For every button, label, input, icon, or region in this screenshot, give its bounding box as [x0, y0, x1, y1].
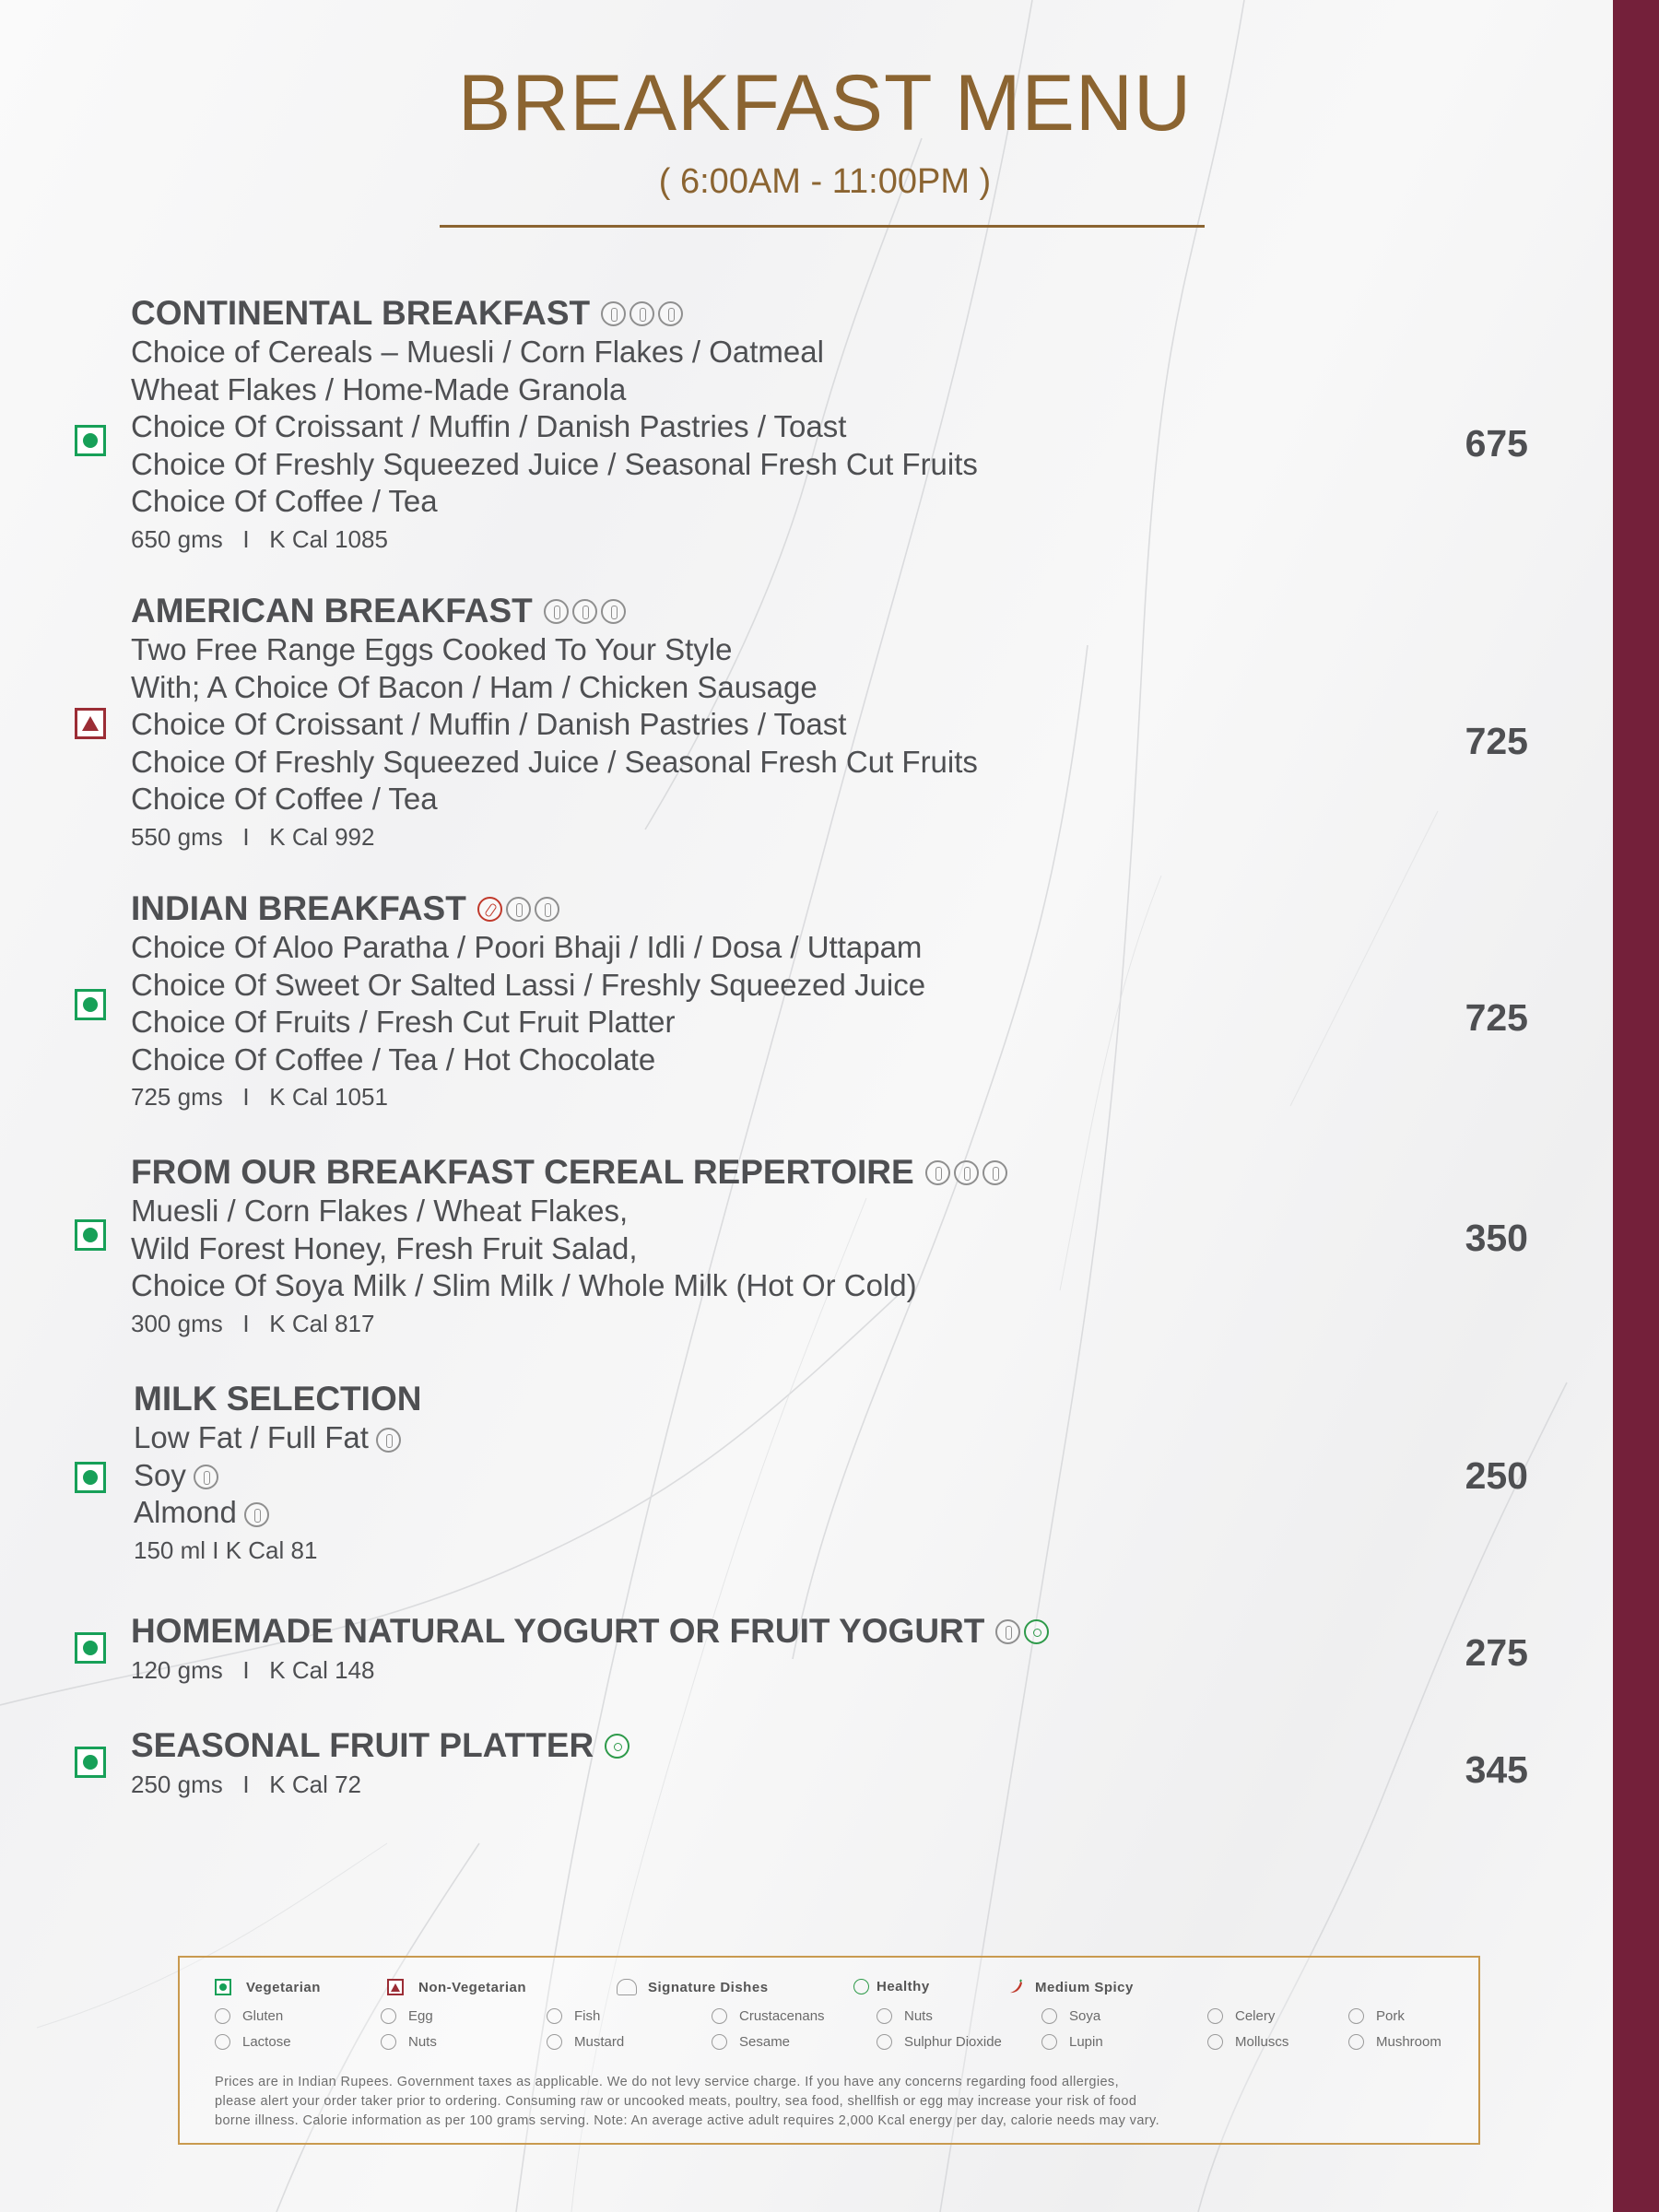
nuts-icon	[244, 1502, 269, 1527]
description-text: Choice Of Fruits / Fresh Cut Fruit Platter	[131, 1005, 676, 1039]
celery-icon	[1207, 2008, 1223, 2024]
side-color-band	[1613, 0, 1659, 2212]
allergen-icons	[601, 301, 683, 326]
veg-symbol-icon	[75, 1747, 106, 1778]
legend-signature: Signature Dishes	[617, 1979, 769, 1995]
description-text: With; A Choice Of Bacon / Ham / Chicken Sausage	[131, 669, 818, 704]
legend-crustaceans: Crustacenans	[712, 2008, 825, 2024]
lactose-icon	[376, 1428, 401, 1453]
healthy-icon	[853, 1979, 869, 1994]
legend-non-vegetarian: Non-Vegetarian	[387, 1979, 526, 1995]
menu-item	[131, 1725, 1513, 1803]
menu-item-description	[131, 706, 1513, 744]
veg-symbol-icon	[75, 425, 106, 456]
menu-item-price: 345	[1465, 1748, 1528, 1791]
legend-fish: Fish	[547, 2008, 600, 2024]
description-text: Wheat Flakes / Home-Made Granola	[131, 371, 627, 406]
lactose-icon	[982, 1160, 1007, 1185]
legend-egg: Egg	[381, 2008, 433, 2024]
menu-item-description	[131, 669, 1513, 707]
legend-nuts-2: Nuts	[381, 2034, 437, 2050]
page-title: BREAKFAST MENU	[457, 59, 1193, 147]
menu-item-description	[131, 483, 1513, 521]
sesame-icon	[712, 2034, 727, 2050]
spicy-icon	[477, 897, 502, 922]
lactose-icon	[215, 2034, 230, 2050]
legend-gluten: Gluten	[215, 2008, 283, 2024]
veg-symbol-icon	[75, 1462, 106, 1493]
menu-item	[131, 888, 1513, 1115]
mustard-icon	[547, 2034, 562, 2050]
menu-item-name	[131, 1725, 1513, 1766]
legend-mushroom: Mushroom	[1348, 2034, 1441, 2050]
menu-item-title: INDIAN BREAKFAST	[131, 889, 466, 927]
legend-diet-row	[180, 1979, 1478, 2001]
legend-sesame: Sesame	[712, 2034, 790, 2050]
menu-item-description	[134, 1419, 1516, 1457]
chef-hat-icon	[617, 1979, 637, 1995]
lupin-icon	[1041, 2034, 1057, 2050]
description-text: Choice Of Croissant / Muffin / Danish Pastries / Toast	[131, 707, 847, 741]
menu-item-price: 725	[1465, 996, 1528, 1039]
description-text: Choice Of Coffee / Tea	[131, 782, 438, 816]
menu-item-description	[131, 1193, 1513, 1230]
menu-item-description	[131, 446, 1513, 484]
menu-item-description	[131, 781, 1513, 818]
legend-allergen-row-1	[180, 2008, 1478, 2030]
legend-lupin: Lupin	[1041, 2034, 1103, 2050]
menu-item-description	[131, 744, 1513, 782]
menu-item-title: FROM OUR BREAKFAST CEREAL REPERTOIRE	[131, 1153, 914, 1191]
veg-symbol-icon	[75, 1219, 106, 1251]
gluten-icon	[544, 599, 569, 624]
description-text: Low Fat / Full Fat	[134, 1420, 369, 1454]
menu-item-description	[131, 1004, 1513, 1041]
menu-item-description	[131, 1041, 1513, 1079]
menu-item-name	[134, 1379, 1516, 1419]
title-divider	[440, 225, 1205, 228]
gluten-icon	[506, 897, 531, 922]
description-text: Almond	[134, 1495, 237, 1529]
nuts-icon	[381, 2034, 396, 2050]
gluten-icon	[601, 301, 626, 326]
menu-item-name	[131, 1611, 1513, 1652]
menu-item-description	[131, 631, 1513, 669]
legend-lactose: Lactose	[215, 2034, 291, 2050]
menu-item-price: 350	[1465, 1217, 1528, 1259]
soya-icon	[194, 1465, 218, 1489]
non-veg-symbol-icon	[387, 1979, 404, 1995]
chili-icon	[1007, 1979, 1024, 1995]
lactose-icon	[658, 301, 683, 326]
menu-item-price: 725	[1465, 720, 1528, 762]
description-text: Muesli / Corn Flakes / Wheat Flakes,	[131, 1194, 629, 1228]
crustacean-icon	[712, 2008, 727, 2024]
description-text: Choice Of Croissant / Muffin / Danish Pastries / Toast	[131, 409, 847, 443]
menu-item	[134, 1379, 1516, 1569]
veg-symbol-icon	[75, 989, 106, 1020]
nuts-icon	[954, 1160, 979, 1185]
menu-item-description	[131, 334, 1513, 371]
menu-item-weight-calories: 120 gms I K Cal 148	[131, 1656, 375, 1684]
menu-item-title: SEASONAL FRUIT PLATTER	[131, 1726, 594, 1764]
molluscs-icon	[1207, 2034, 1223, 2050]
description-text: Two Free Range Eggs Cooked To Your Style	[131, 632, 733, 666]
menu-item-name	[131, 888, 1513, 929]
description-text: Choice Of Freshly Squeezed Juice / Seasonal Fresh Cut Fruits	[131, 744, 978, 779]
menu-item-title: MILK SELECTION	[134, 1380, 422, 1418]
menu-item-name	[131, 591, 1513, 631]
allergen-icons	[995, 1619, 1049, 1644]
menu-item-title: HOMEMADE NATURAL YOGURT OR FRUIT YOGURT	[131, 1612, 985, 1650]
legend-soya: Soya	[1041, 2008, 1100, 2024]
menu-item-weight-calories: 650 gms I K Cal 1085	[131, 524, 388, 553]
soya-icon	[1041, 2008, 1057, 2024]
menu-item-description	[131, 1230, 1513, 1268]
lactose-icon	[535, 897, 559, 922]
menu-item-description	[131, 371, 1513, 409]
lactose-icon	[572, 599, 597, 624]
lactose-icon	[995, 1619, 1020, 1644]
legend-healthy: Healthy	[853, 1979, 930, 1994]
nuts-icon	[877, 2008, 892, 2024]
menu-item-weight-calories: 150 ml I K Cal 81	[134, 1535, 318, 1564]
legend-allergen-row-2	[180, 2034, 1478, 2056]
fish-icon	[547, 2008, 562, 2024]
egg-icon	[381, 2008, 396, 2024]
allergen-icons	[925, 1160, 1007, 1185]
menu-item-description	[131, 929, 1513, 967]
menu-item	[131, 591, 1513, 855]
description-text: Choice Of Coffee / Tea	[131, 484, 438, 518]
menu-item-weight-calories: 725 gms I K Cal 1051	[131, 1083, 388, 1111]
menu-item-name	[131, 293, 1513, 334]
healthy-icon	[1024, 1619, 1049, 1644]
pork-icon	[601, 599, 626, 624]
nuts-icon	[629, 301, 654, 326]
description-text: Choice Of Sweet Or Salted Lassi / Freshly Squeezed Juice	[131, 967, 926, 1002]
legend-disclaimer: Prices are in Indian Rupees. Government taxes as applicable. We do not levy service charge. If you have any concerns regarding food allergies, please alert your order taker prior to ordering. Consuming raw or uncooked meats, poultry, sea food, shellfish or egg may increase your risk of food borne illness. Calorie information as per 100 grams serving. Note: An average active adult requires 2,000 Kcal energy per day, calorie needs may vary.	[215, 2075, 1160, 2128]
legend-molluscs: Molluscs	[1207, 2034, 1288, 2050]
menu-item-weight-calories: 300 gms I K Cal 817	[131, 1309, 375, 1337]
legend-mustard: Mustard	[547, 2034, 624, 2050]
legend-celery: Celery	[1207, 2008, 1275, 2024]
legend-vegetarian: Vegetarian	[215, 1979, 321, 1995]
gluten-icon	[215, 2008, 230, 2024]
allergen-icons	[477, 897, 559, 922]
allergen-icons	[544, 599, 626, 624]
description-text: Choice Of Coffee / Tea / Hot Chocolate	[131, 1041, 656, 1077]
menu-item-description	[134, 1457, 1516, 1495]
menu-item-price: 675	[1465, 422, 1528, 465]
menu-item	[131, 1152, 1513, 1342]
allergen-icons	[605, 1734, 629, 1759]
description-text: Choice Of Freshly Squeezed Juice / Seasonal Fresh Cut Fruits	[131, 446, 978, 481]
menu-item-description	[131, 1267, 1513, 1305]
description-text: Choice of Cereals – Muesli / Corn Flakes / Oatmeal	[131, 335, 824, 369]
legend-panel	[178, 1956, 1480, 2145]
menu-item-weight-calories: 550 gms I K Cal 992	[131, 822, 375, 851]
menu-item	[131, 293, 1513, 558]
menu-item-title: CONTINENTAL BREAKFAST	[131, 294, 591, 332]
non-veg-symbol-icon	[75, 708, 106, 739]
menu-item	[131, 1611, 1513, 1688]
description-text: Choice Of Aloo Paratha / Poori Bhaji / Idli / Dosa / Uttapam	[131, 930, 923, 964]
description-text: Soy	[134, 1457, 186, 1492]
description-text: Choice Of Soya Milk / Slim Milk / Whole Milk (Hot Or Cold)	[131, 1268, 917, 1302]
menu-item-description	[134, 1494, 1516, 1532]
menu-item-name	[131, 1152, 1513, 1193]
menu-item-title: AMERICAN BREAKFAST	[131, 592, 533, 629]
description-text: Wild Forest Honey, Fresh Fruit Salad,	[131, 1230, 638, 1265]
legend-medium-spicy: Medium Spicy	[1007, 1979, 1134, 1995]
legend-sulphur-dioxide: Sulphur Dioxide	[877, 2034, 1002, 2050]
menu-item-weight-calories: 250 gms I K Cal 72	[131, 1771, 362, 1798]
healthy-icon	[605, 1734, 629, 1759]
veg-symbol-icon	[215, 1979, 231, 1995]
menu-item-description	[131, 967, 1513, 1005]
pork-icon	[1348, 2008, 1364, 2024]
gluten-icon	[925, 1160, 950, 1185]
menu-item-description	[131, 408, 1513, 446]
mushroom-icon	[1348, 2034, 1364, 2050]
menu-item-price: 275	[1465, 1631, 1528, 1674]
legend-nuts: Nuts	[877, 2008, 933, 2024]
sulphur-dioxide-icon	[877, 2034, 892, 2050]
legend-pork: Pork	[1348, 2008, 1405, 2024]
service-hours: ( 6:00AM - 11:00PM )	[658, 162, 992, 201]
menu-item-price: 250	[1465, 1454, 1528, 1497]
veg-symbol-icon	[75, 1632, 106, 1664]
